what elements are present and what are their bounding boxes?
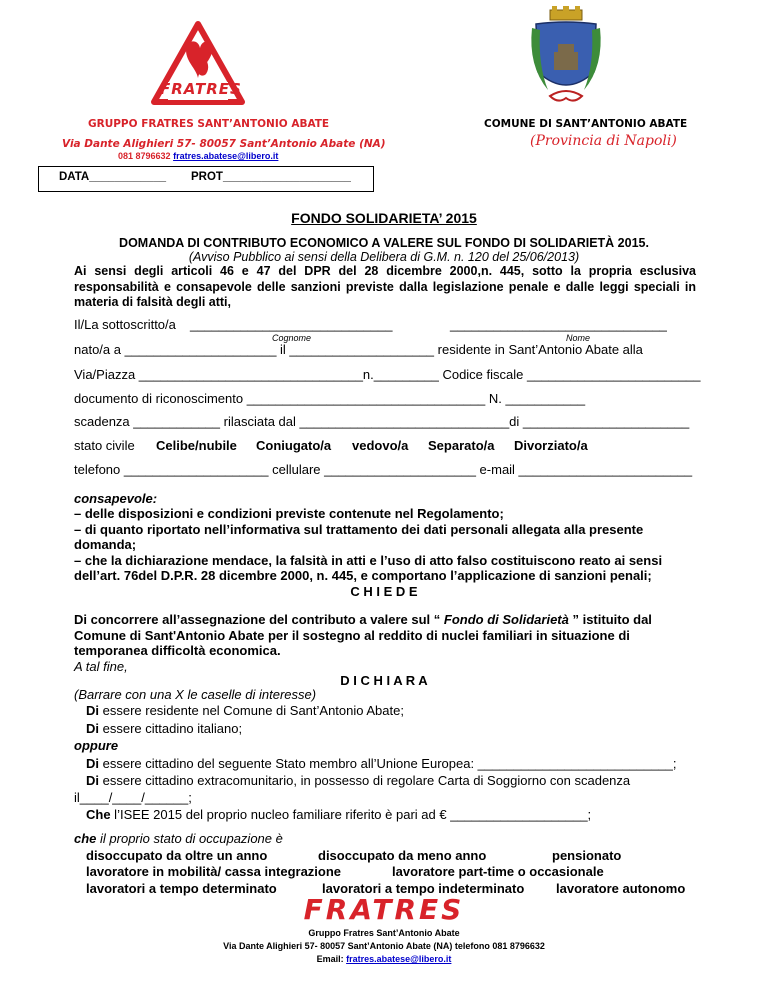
municipal-coat-of-arms bbox=[528, 6, 604, 110]
occupation-option[interactable]: lavoratori a tempo determinato bbox=[86, 881, 277, 896]
contacts-line[interactable]: telefono ____________________ cellulare _____________________ e-mail ________________________ bbox=[74, 462, 693, 477]
occupation-option[interactable]: disoccupato da meno anno bbox=[318, 848, 487, 863]
occupation-option[interactable]: lavoratore autonomo bbox=[556, 881, 686, 896]
marital-option-separato[interactable]: Separato/a bbox=[428, 438, 495, 453]
consapevole-list bbox=[74, 506, 700, 584]
footer-email-line: Email: fratres.abatese@libero.it bbox=[316, 954, 452, 964]
right-org-name: COMUNE DI SANT’ANTONIO ABATE bbox=[484, 118, 688, 130]
footer-org: Gruppo Fratres Sant’Antonio Abate bbox=[308, 928, 460, 938]
sottoscritto-label: Il/La sottoscritto/a bbox=[74, 317, 176, 332]
declaration-non-eu-citizen[interactable]: Di essere cittadino extracomunitario, in possesso di regolare Carta di Soggiorno con scadenza bbox=[86, 773, 631, 788]
nome-field[interactable]: ______________________________ bbox=[450, 317, 667, 332]
chiede-heading: C H I E D E bbox=[350, 584, 418, 599]
nome-label: Nome bbox=[566, 333, 591, 343]
left-org-phone: 081 8796632 bbox=[118, 151, 171, 161]
protocol-number-field[interactable]: PROT____________________ bbox=[191, 171, 351, 183]
consapevole-item: – che la dichiarazione mendace, la falsità in atti e l’uso di atto falso costituiscono reato ai sensi dell’art. 76del D.P.R. 28 dicembre 2000, n. 445, e comportano l’applicazione di sanzioni penali; bbox=[74, 552, 663, 583]
protocol-box bbox=[38, 166, 374, 192]
fratres-logo bbox=[148, 20, 248, 110]
cognome-field[interactable]: ____________________________ bbox=[190, 317, 393, 332]
marital-option-celibe[interactable]: Celibe/nubile bbox=[156, 438, 237, 453]
right-org-province: (Provincia di Napoli) bbox=[530, 133, 677, 149]
id-document-line[interactable]: documento di riconoscimento _________________________________ N. ___________ bbox=[74, 391, 586, 406]
declaration-isee[interactable]: Che l’ISEE 2015 del proprio nucleo familiare riferito è pari ad € ___________________; bbox=[86, 807, 592, 822]
protocol-date-field[interactable]: DATA____________ bbox=[59, 171, 166, 183]
intro-paragraph: Ai sensi degli articoli 46 e 47 del DPR del 28 dicembre 2000,n. 445, sotto la propria esclusiva responsabilità e consapevole delle sanzioni previste dalla legislazione penale e dalle leggi speciali in materia di falsità degli atti, bbox=[74, 264, 696, 309]
declaration-residence[interactable]: Di essere residente nel Comune di Sant’Antonio Abate; bbox=[86, 703, 404, 718]
coat-of-arms-icon bbox=[528, 6, 604, 110]
left-org-address: Via Dante Alighieri 57- 80057 Sant’Antonio Abate (NA) bbox=[62, 138, 386, 150]
consapevole-item: – di quanto riportato nell’informativa sul trattamento dei dati personali allegata alla presente domanda; bbox=[74, 521, 644, 552]
consapevole-heading: consapevole: bbox=[74, 491, 158, 506]
dichiara-heading: D I C H I A R A bbox=[340, 673, 428, 688]
oppure-label: oppure bbox=[74, 738, 119, 753]
occupation-option[interactable]: lavoratori a tempo indeterminato bbox=[322, 881, 525, 896]
footer-logo: FRATRES bbox=[303, 893, 465, 926]
page-title: FONDO SOLIDARIETA’ 2015 bbox=[291, 210, 477, 226]
chiede-paragraph: Di concorrere all’assegnazione del contributo a valere sul “ Fondo di Solidarietà ” istituito dal Comune di Sant'Antonio Abate per il sostegno al reddito di nuclei familiari in situazione di temporanea difficoltà economica. bbox=[74, 612, 652, 658]
birth-residence-line[interactable]: nato/a a _____________________ il ____________________ residente in Sant’Antonio Abate alla bbox=[74, 342, 643, 357]
consapevole-item: – delle disposizioni e condizioni previste contenute nel Regolamento; bbox=[74, 506, 504, 521]
subtitle: DOMANDA DI CONTRIBUTO ECONOMICO A VALERE SUL FONDO DI SOLIDARIETÀ 2015. bbox=[119, 236, 649, 250]
occupation-intro: che il proprio stato di occupazione è bbox=[74, 831, 283, 846]
cognome-label: Cognome bbox=[272, 333, 312, 343]
occupation-option[interactable]: disoccupato da oltre un anno bbox=[86, 848, 268, 863]
fund-name: Fondo di Solidarietà bbox=[443, 612, 569, 627]
occupation-option[interactable]: pensionato bbox=[552, 848, 622, 863]
marital-option-divorziato[interactable]: Divorziato/a bbox=[514, 438, 588, 453]
fratres-logo-text: FRATRES bbox=[160, 80, 242, 98]
a-tal-fine: A tal fine, bbox=[74, 659, 128, 674]
occupation-option[interactable]: lavoratore in mobilità/ cassa integrazione bbox=[86, 864, 342, 879]
address-fiscal-code-line[interactable]: Via/Piazza _______________________________n._________ Codice fiscale ________________________ bbox=[74, 367, 701, 382]
left-org-contact bbox=[118, 151, 278, 161]
left-org-email-link[interactable]: fratres.abatese@libero.it bbox=[173, 151, 279, 161]
dichiara-note: (Barrare con una X le caselle di interesse) bbox=[74, 687, 317, 702]
declaration-italian-citizen[interactable]: Di essere cittadino italiano; bbox=[86, 721, 243, 736]
marital-status-label: stato civile bbox=[74, 438, 135, 453]
residence-permit-expiry[interactable]: il____/____/______; bbox=[74, 790, 192, 805]
declaration-eu-citizen[interactable]: Di essere cittadino del seguente Stato membro all’Unione Europea: ___________________________; bbox=[86, 756, 677, 771]
subtitle-note: (Avviso Pubblico ai sensi della Delibera di G.M. n. 120 del 25/06/2013) bbox=[188, 250, 580, 264]
left-org-name: GRUPPO FRATRES SANT’ANTONIO ABATE bbox=[88, 118, 330, 130]
footer-address: Via Dante Alighieri 57- 80057 Sant’Antonio Abate (NA) telefono 081 8796632 bbox=[223, 941, 545, 951]
occupation-option[interactable]: lavoratore part-time o occasionale bbox=[392, 864, 604, 879]
document-expiry-line[interactable]: scadenza ____________ rilasciata dal _____________________________di _______________________ bbox=[74, 414, 690, 429]
marital-option-coniugato[interactable]: Coniugato/a bbox=[256, 438, 332, 453]
footer-email-link[interactable]: fratres.abatese@libero.it bbox=[346, 954, 452, 964]
marital-option-vedovo[interactable]: vedovo/a bbox=[352, 438, 409, 453]
